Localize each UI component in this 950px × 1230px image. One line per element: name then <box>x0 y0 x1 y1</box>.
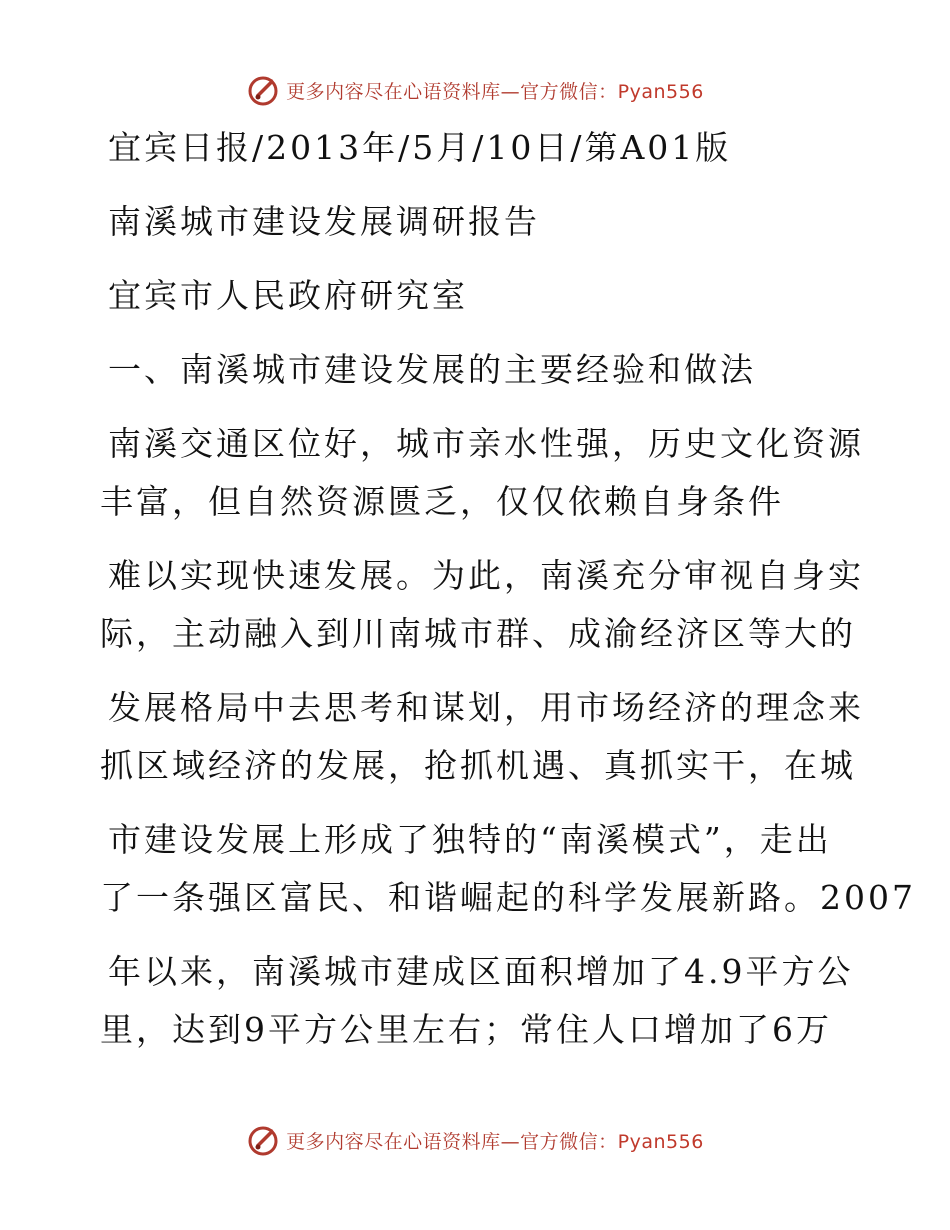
paragraph-line: 际，主动融入到川南城市群、成渝经济区等大的 <box>100 614 856 653</box>
paragraph-line: 发展格局中去思考和谋划，用市场经济的理念来 <box>108 688 864 727</box>
paragraph-line: 里，达到9平方公里左右；常住人口增加了6万 <box>100 1010 832 1049</box>
section-heading: 一、南溪城市建设发展的主要经验和做法 <box>108 350 756 389</box>
watermark-text: 更多内容尽在心语资料库—官方微信：Pyan556 <box>286 80 704 103</box>
paragraph-line: 南溪交通区位好，城市亲水性强，历史文化资源 <box>108 424 864 463</box>
paragraph-line: 年以来，南溪城市建成区面积增加了4.9平方公 <box>108 952 854 991</box>
quill-logo-icon <box>246 73 280 107</box>
paragraph-line: 了一条强区富民、和谐崛起的科学发展新路。2007 <box>100 878 916 917</box>
paragraph-line: 丰富，但自然资源匮乏，仅仅依赖自身条件 <box>100 482 784 521</box>
quill-logo-icon <box>246 1123 280 1157</box>
paragraph-line: 难以实现快速发展。为此，南溪充分审视自身实 <box>108 556 864 595</box>
doc-author: 宜宾市人民政府研究室 <box>108 276 468 315</box>
paragraph-line: 市建设发展上形成了独特的“南溪模式”，走出 <box>108 820 832 859</box>
doc-source-line: 宜宾日报/2013年/5月/10日/第A01版 <box>108 128 732 167</box>
watermark-header <box>0 70 950 110</box>
watermark-text: 更多内容尽在心语资料库—官方微信：Pyan556 <box>286 1130 704 1153</box>
paragraph-line: 抓区域经济的发展，抢抓机遇、真抓实干，在城 <box>100 746 856 785</box>
watermark-footer <box>0 1120 950 1160</box>
doc-title: 南溪城市建设发展调研报告 <box>108 202 540 241</box>
